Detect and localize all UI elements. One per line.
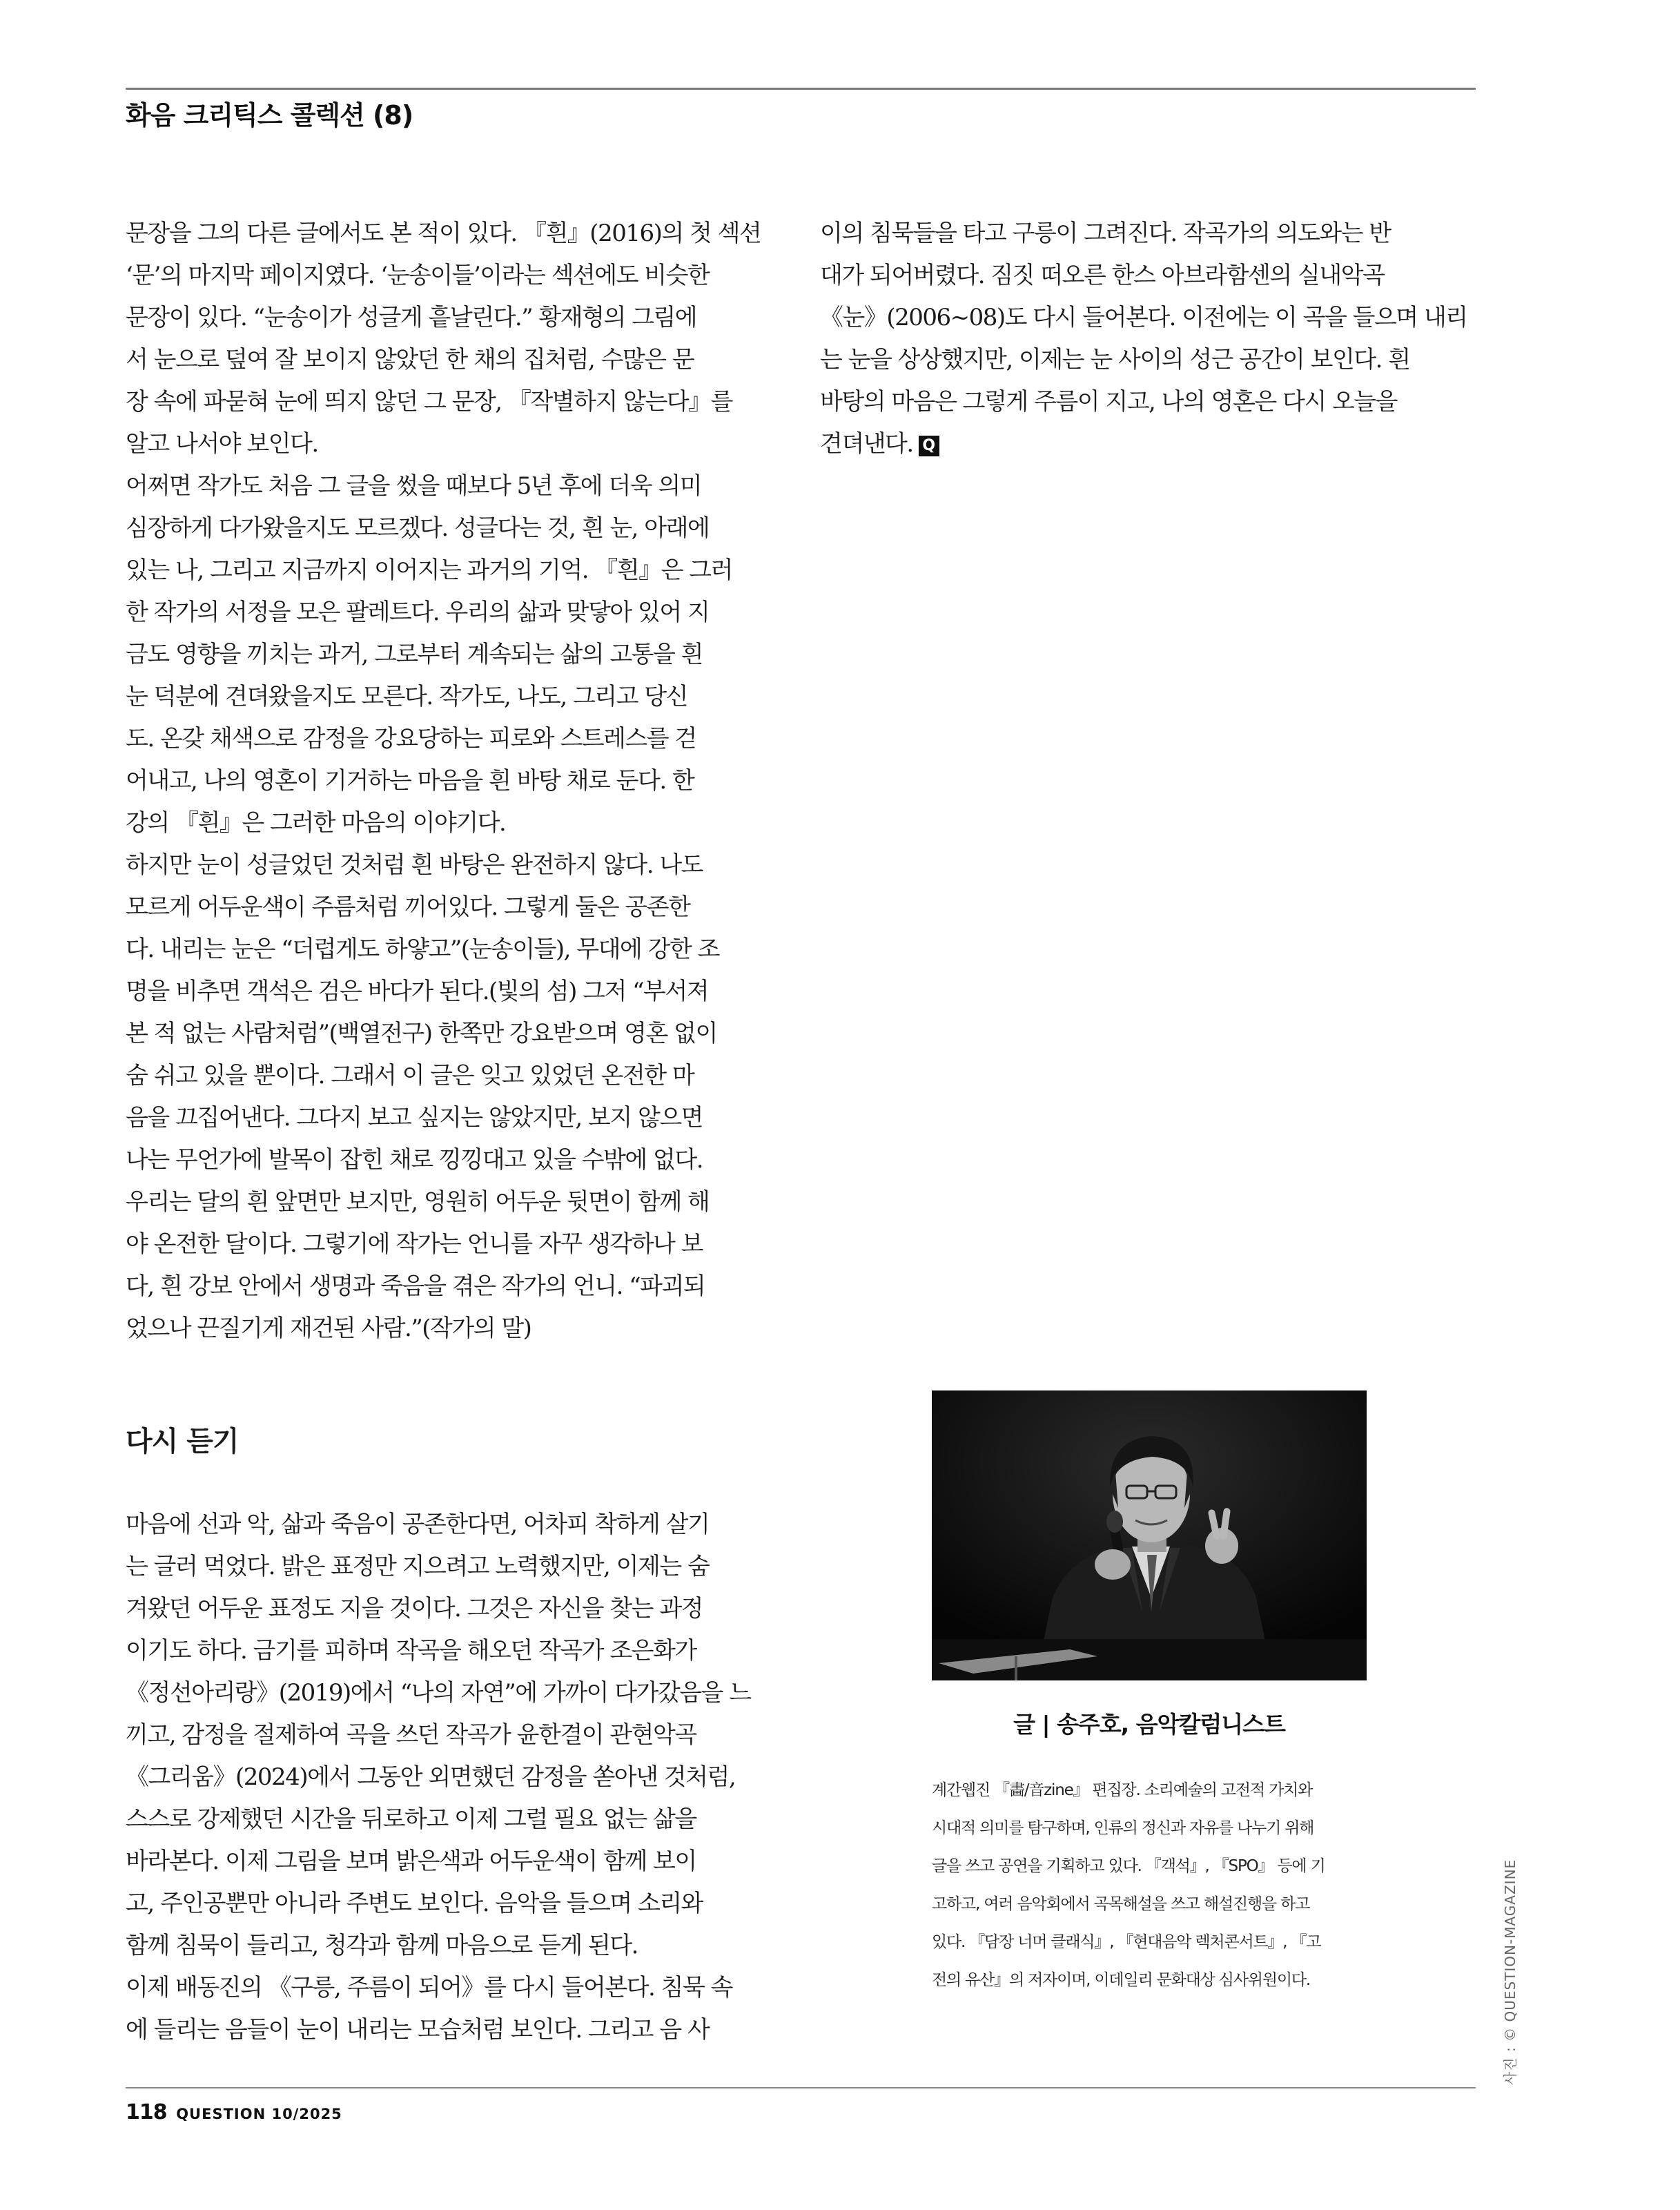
text-line: 나는 무언가에 발목이 잡힌 채로 낑낑대고 있을 수밖에 없다. <box>126 1146 703 1174</box>
text-line: 다, 흰 강보 안에서 생명과 죽음을 겪은 작가의 언니. “파괴되 <box>126 1272 705 1300</box>
header-rule <box>126 88 1476 90</box>
text-line: 하지만 눈이 성글었던 것처럼 흰 바탕은 완전하지 않다. 나도 <box>126 851 703 879</box>
text-line: 《눈》(2006~08)도 다시 들어본다. 이전에는 이 곡을 들으며 내리 <box>820 304 1467 331</box>
text-line: 스스로 강제했던 시간을 뒤로하고 이제 그럴 필요 없는 삶을 <box>126 1805 696 1833</box>
author-byline: 글 | 송주호, 음악칼럼니스트 <box>1013 1711 1285 1738</box>
text-line: 바라본다. 이제 그림을 보며 밝은색과 어두운색이 함께 보이 <box>126 1848 696 1875</box>
text-line <box>820 423 1483 465</box>
footer-rule <box>126 2087 1476 2088</box>
page-footer <box>126 2100 342 2124</box>
series-title: 화음 크리틱스 콜렉션 (8) <box>126 100 413 130</box>
text-line: 모르게 어두운색이 주름처럼 끼어있다. 그렇게 둘은 공존한 <box>126 893 690 921</box>
page-number: 118 <box>126 2100 167 2124</box>
text-line: 에 들리는 음들이 눈이 내리는 모습처럼 보인다. 그리고 음 사 <box>126 2016 710 2044</box>
text-line: 장 속에 파묻혀 눈에 띄지 않던 그 문장, 『작별하지 않는다』를 <box>126 388 732 416</box>
text-line: 는 글러 먹었다. 밝은 표정만 지으려고 노력했지만, 이제는 숨 <box>126 1553 710 1580</box>
end-mark-icon: Q <box>919 436 939 456</box>
bio-line: 고하고, 여러 음악회에서 곡목해설을 쓰고 해설진행을 하고 <box>932 1895 1310 1913</box>
text-line: 알고 나서야 보인다. <box>126 430 318 458</box>
text-line: 야 온전한 달이다. 그렇기에 작가는 언니를 자꾸 생각하나 보 <box>126 1230 703 1258</box>
text-line: 어쩌면 작가도 처음 그 글을 썼을 때보다 5년 후에 더욱 의미 <box>126 472 702 500</box>
text-line: 문장이 있다. “눈송이가 성글게 흩날린다.” 황재형의 그림에 <box>126 304 697 331</box>
text-line: 한 작가의 서정을 모은 팔레트다. 우리의 삶과 맞닿아 있어 지 <box>126 599 710 626</box>
author-bio <box>932 1772 1367 1999</box>
bio-line: 계간웹진 『畵/音zine』 편집장. 소리예술의 고전적 가치와 <box>932 1781 1313 1799</box>
text-line: 서 눈으로 덮여 잘 보이지 않았던 한 채의 집처럼, 수많은 문 <box>126 346 694 374</box>
text-line-content: 견뎌낸다. <box>820 430 913 458</box>
text-line: 이제 배동진의 《구릉, 주름이 되어》를 다시 들어본다. 침묵 속 <box>126 1974 732 2001</box>
text-line: 었으나 끈질기게 재건된 사람.”(작가의 말) <box>126 1315 531 1342</box>
text-line: 음을 끄집어낸다. 그다지 보고 싶지는 않았지만, 보지 않으면 <box>126 1104 703 1132</box>
text-line: 있는 나, 그리고 지금까지 이어지는 과거의 기억. 『흰』은 그러 <box>126 556 732 584</box>
text-line: 이기도 하다. 금기를 피하며 작곡을 해오던 작곡가 조은화가 <box>126 1637 696 1665</box>
text-line: 명을 비추면 객석은 검은 바다가 된다.(빛의 섬) 그저 “부서져 <box>126 978 709 1005</box>
text-line: 강의 『흰』은 그러한 마음의 이야기다. <box>126 809 506 837</box>
text-line: 본 적 없는 사람처럼”(백열전구) 한쪽만 강요받으며 영혼 없이 <box>126 1020 717 1047</box>
text-line: 《그리움》(2024)에서 그동안 외면했던 감정을 쏟아낸 것처럼, <box>126 1763 736 1791</box>
text-line: 겨왔던 어두운 표정도 지을 것이다. 그것은 자신을 찾는 과정 <box>126 1595 703 1622</box>
text-line: 바탕의 마음은 그렇게 주름이 지고, 나의 영혼은 다시 오늘을 <box>820 388 1398 416</box>
text-line: 금도 영향을 끼치는 과거, 그로부터 계속되는 삶의 고통을 흰 <box>126 641 703 668</box>
text-line: 문장을 그의 다른 글에서도 본 적이 있다. 『흰』(2016)의 첫 섹션 <box>126 220 761 247</box>
text-line: 눈 덕분에 견뎌왔을지도 모른다. 작가도, 나도, 그리고 당신 <box>126 683 687 710</box>
magazine-issue: QUESTION 10/2025 <box>176 2106 342 2122</box>
author-photo <box>932 1390 1367 1680</box>
left-column-text-continued <box>126 1504 788 2051</box>
section-heading: 다시 듣기 <box>126 1426 239 1457</box>
text-line: 도. 온갖 채색으로 감정을 강요당하는 피로와 스트레스를 걷 <box>126 725 696 753</box>
bio-line: 전의 유산』의 저자이며, 이데일리 문화대상 심사위원이다. <box>932 1971 1310 1989</box>
bio-line: 글을 쓰고 공연을 기획하고 있다. 『객석』, 『SPO』 등에 기 <box>932 1857 1325 1875</box>
text-line: 마음에 선과 악, 삶과 죽음이 공존한다면, 어차피 착하게 살기 <box>126 1511 710 1538</box>
text-line: 함께 침묵이 들리고, 청각과 함께 마음으로 듣게 된다. <box>126 1932 638 1959</box>
bio-line: 시대적 의미를 탐구하며, 인류의 정신과 자유를 나누기 위해 <box>932 1819 1314 1837</box>
text-line: 이의 침묵들을 타고 구릉이 그려진다. 작곡가의 의도와는 반 <box>820 220 1391 247</box>
text-line: 고, 주인공뿐만 아니라 주변도 보인다. 음악을 들으며 소리와 <box>126 1890 703 1917</box>
text-line: 어내고, 나의 영혼이 기거하는 마음을 흰 바탕 채로 둔다. 한 <box>126 767 694 795</box>
text-line: 다. 내리는 눈은 “더럽게도 하얗고”(눈송이들), 무대에 강한 조 <box>126 936 719 963</box>
text-line: 끼고, 감정을 절제하여 곡을 쓰던 작곡가 윤한결이 관현악곡 <box>126 1721 696 1749</box>
right-column-text <box>820 213 1483 465</box>
bio-line: 있다. 『담장 너머 클래식』, 『현대음악 렉처콘서트』, 『고 <box>932 1933 1321 1951</box>
left-column-text <box>126 213 788 1350</box>
text-line: 《정선아리랑》(2019)에서 “나의 자연”에 가까이 다가갔음을 느 <box>126 1679 751 1707</box>
text-line: ‘문’의 마지막 페이지였다. ‘눈송이들’이라는 섹션에도 비슷한 <box>126 262 710 289</box>
photo-credit: 사진 : © QUESTION-MAGAZINE <box>1502 1859 1518 2085</box>
text-line: 대가 되어버렸다. 짐짓 떠오른 한스 아브라함센의 실내악곡 <box>820 262 1385 289</box>
text-line: 는 눈을 상상했지만, 이제는 눈 사이의 성근 공간이 보인다. 흰 <box>820 346 1410 374</box>
text-line: 우리는 달의 흰 앞면만 보지만, 영원히 어두운 뒷면이 함께 해 <box>126 1188 710 1216</box>
text-line: 심장하게 다가왔을지도 모르겠다. 성글다는 것, 흰 눈, 아래에 <box>126 514 710 542</box>
text-line: 숨 쉬고 있을 뿐이다. 그래서 이 글은 잊고 있었던 온전한 마 <box>126 1062 694 1089</box>
